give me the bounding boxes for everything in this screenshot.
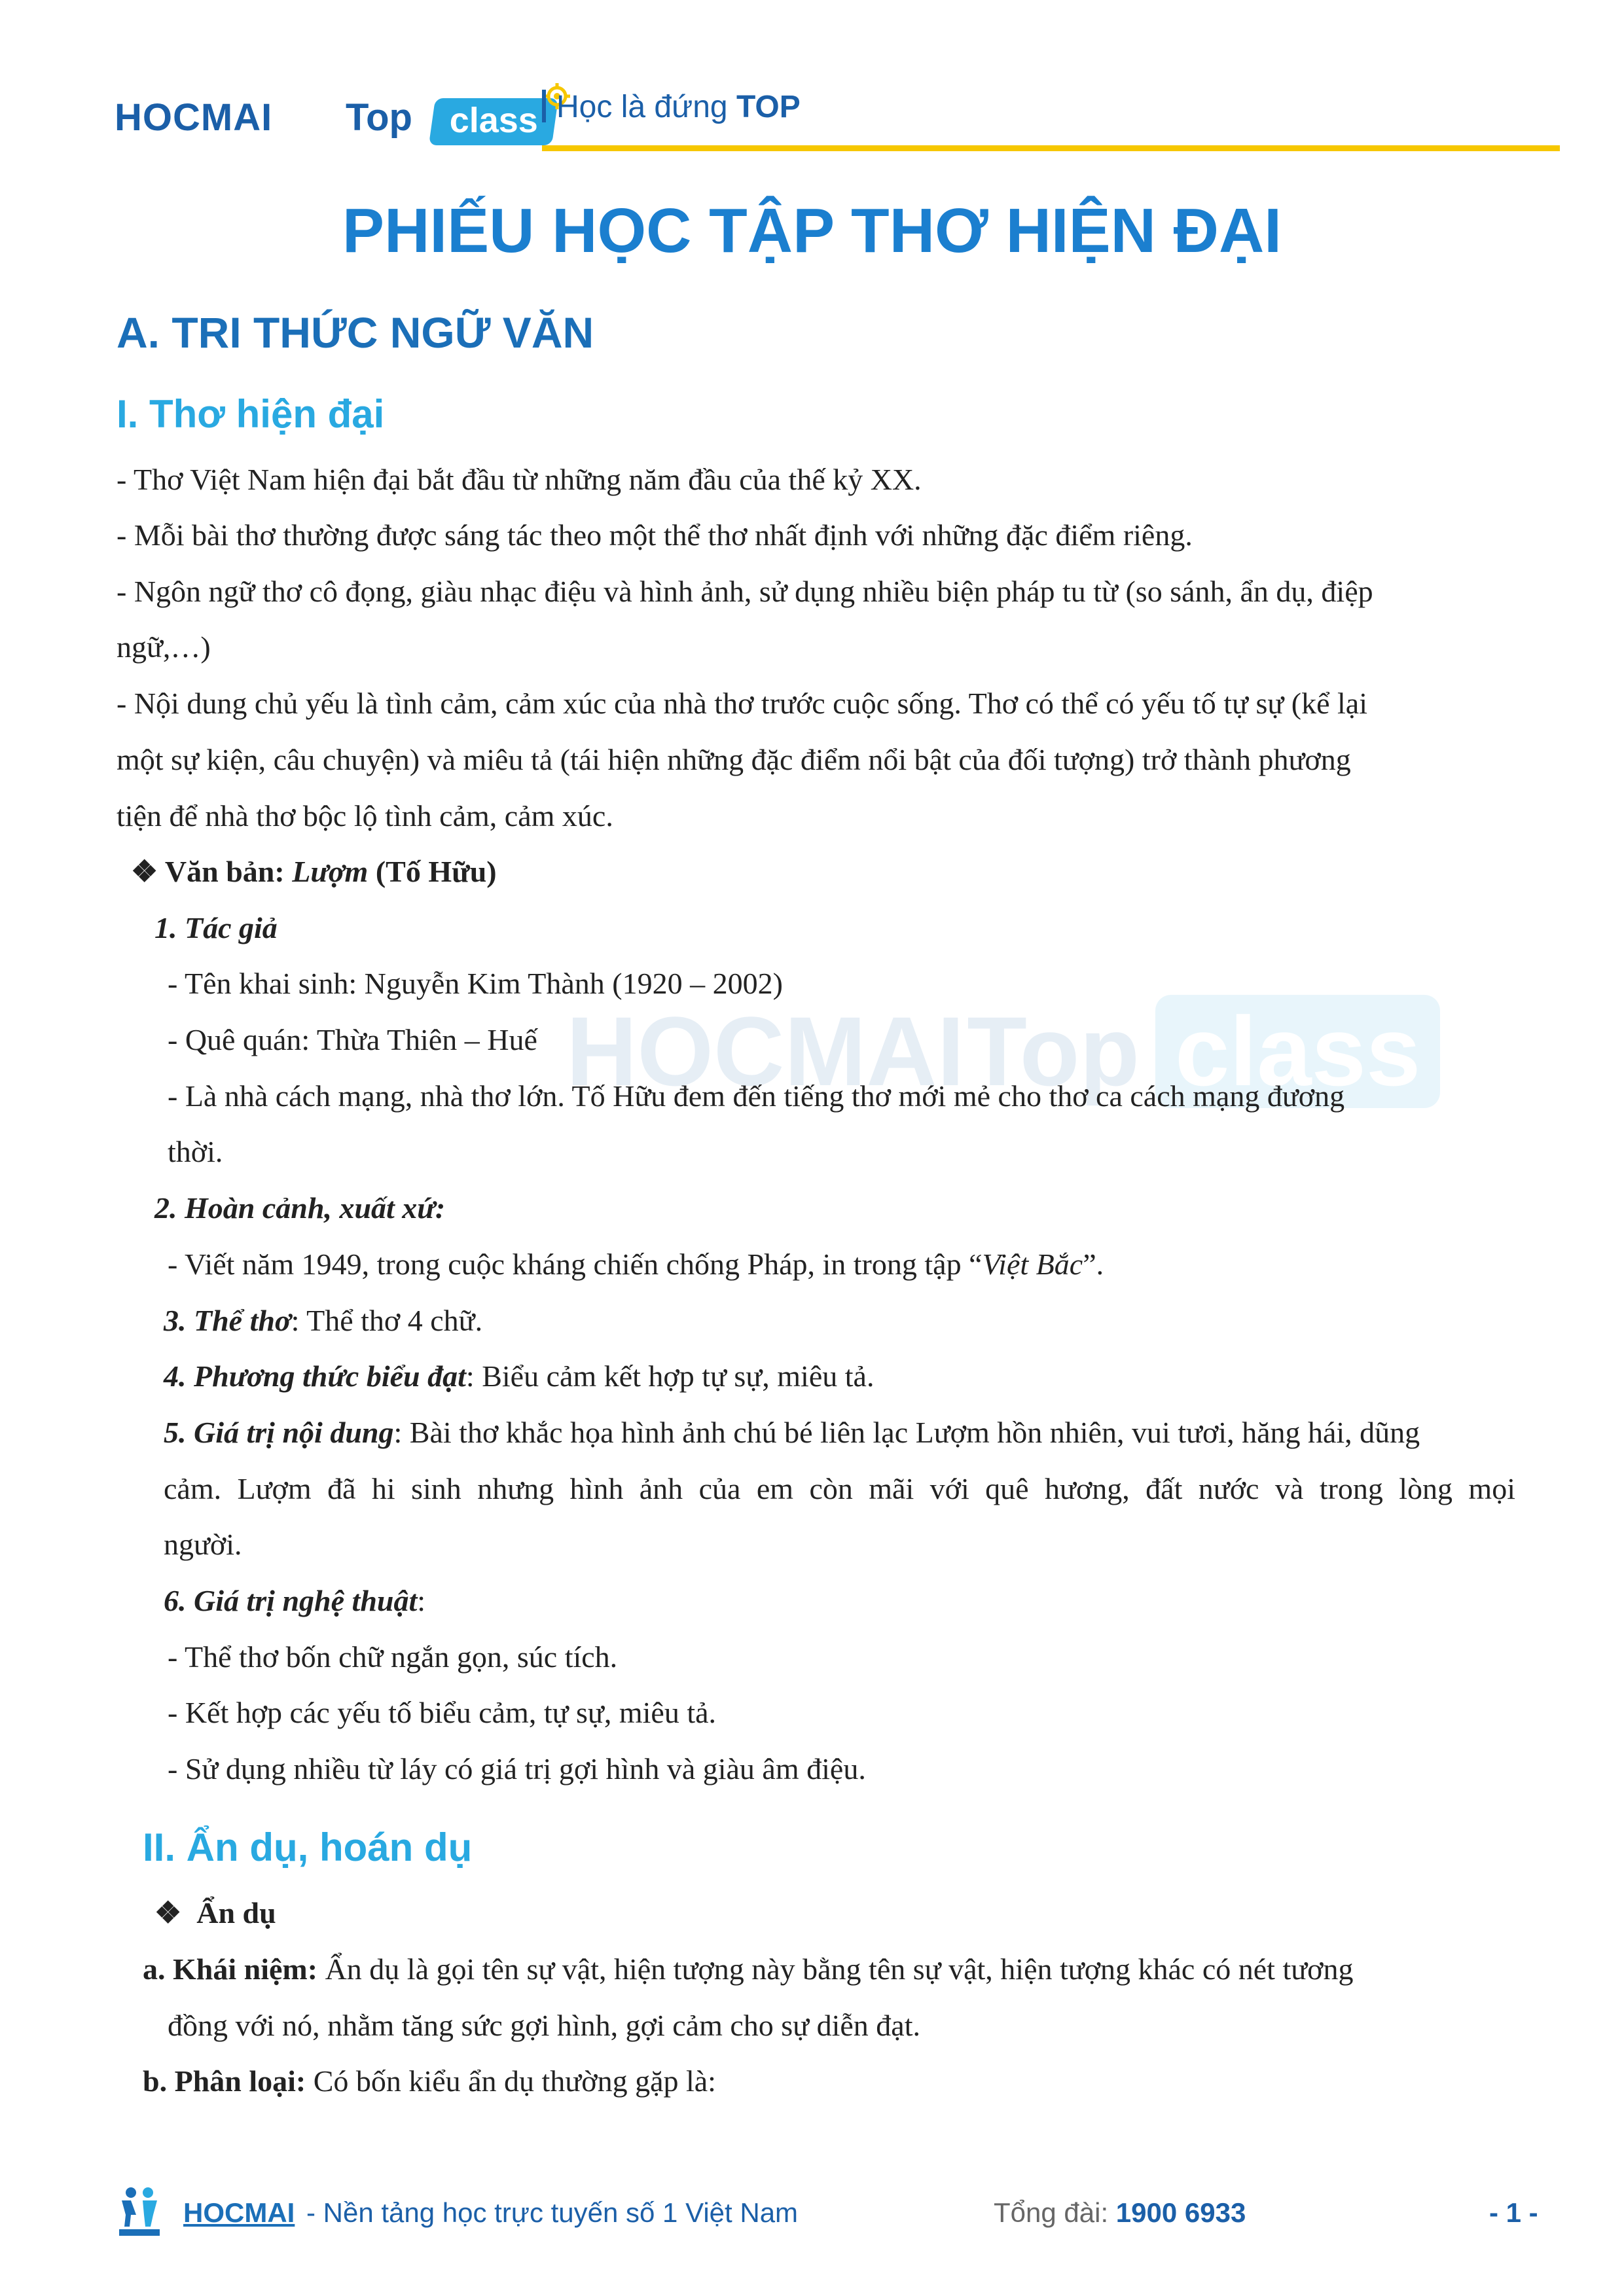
collection-title: Việt Bắc (982, 1247, 1083, 1281)
paragraph-line: một sự kiện, câu chuyện) và miêu tả (tái hiện những đặc điểm nổi bật của đối tượng) trở thành phương (117, 743, 1351, 776)
art-line: - Kết hợp các yếu tố biểu cảm, tự sự, miêu tả. (168, 1696, 717, 1729)
slogan-bar (542, 90, 546, 122)
mode-text: : Biểu cảm kết hợp tự sự, miêu tả. (465, 1359, 875, 1393)
paragraph-line: - Nội dung chủ yếu là tình cảm, cảm xúc của nhà thơ trước cuộc sống. Thơ có thể có yếu tố tự sự (kể lại (117, 687, 1367, 720)
author-line: - Tên khai sinh: Nguyễn Kim Thành (1920 – 2002) (168, 967, 783, 1000)
watermark-hocmai: HOCMAI (566, 996, 965, 1106)
content-line: người. (164, 1528, 242, 1561)
footer-hotline (994, 2197, 1246, 2229)
mode-line (164, 1357, 874, 1396)
context-heading: 2. Hoàn cảnh, xuất xứ: (154, 1191, 446, 1225)
mode-label: 4. Phương thức biểu đạt (164, 1359, 466, 1393)
content-line (164, 1413, 1420, 1452)
diamond-bullet-icon: ❖ (154, 1896, 182, 1929)
definition-line: đồng với nó, nhằm tăng sức gợi hình, gợi cảm cho sự diễn đạt. (168, 2009, 920, 2042)
logo-top-text: Top (346, 96, 412, 139)
context-line (168, 1245, 1104, 1284)
definition-text: Ẩn dụ là gọi tên sự vật, hiện tượng này bằng tên sự vật, hiện tượng khác có nét tương (325, 1952, 1354, 1986)
logo-class-text: class (449, 101, 538, 140)
art-heading-line (164, 1581, 425, 1621)
diamond-bullet-icon: ❖ (131, 855, 158, 888)
form-text: : Thể thơ 4 chữ. (291, 1304, 483, 1337)
page-number: - 1 - (1489, 2197, 1538, 2228)
paragraph-line: ngữ,…) (117, 630, 211, 664)
hotline-label: Tổng đài: (994, 2197, 1109, 2228)
paragraph-line: tiện để nhà thơ bộc lộ tình cảm, cảm xúc. (117, 799, 613, 833)
classification-label: b. Phân loại: (143, 2064, 306, 2098)
definition-label: a. Khái niệm: (143, 1952, 318, 1986)
art-label: 6. Giá trị nghệ thuật (164, 1584, 418, 1617)
content-label: 5. Giá trị nội dung (164, 1416, 394, 1449)
header-divider (542, 145, 1560, 151)
context-prefix: - Viết năm 1949, trong cuộc kháng chiến chống Pháp, in trong tập “ (168, 1247, 983, 1281)
slogan-bold: TOP (736, 90, 801, 124)
header-slogan (542, 89, 801, 125)
author-line: thời. (168, 1135, 223, 1168)
art-line: - Thể thơ bốn chữ ngắn gọn, súc tích. (168, 1640, 618, 1674)
art-colon: : (417, 1584, 426, 1617)
watermark-class: class (1155, 995, 1440, 1108)
section-1-heading: I. Thơ hiện đại (117, 392, 385, 436)
form-line (164, 1301, 482, 1340)
content-text: : Bài thơ khắc họa hình ảnh chú bé liên lạc Lượm hồn nhiên, vui tươi, hăng hái, dũng (393, 1416, 1420, 1449)
paragraph-line: - Ngôn ngữ thơ cô đọng, giàu nhạc điệu và hình ảnh, sử dụng nhiều biện pháp tu từ (so sánh, ẩn dụ, điệp (117, 575, 1373, 608)
classification-text: Có bốn kiểu ẩn dụ thường gặp là: (313, 2064, 716, 2098)
classification-line (143, 2062, 716, 2101)
hotline-number: 1900 6933 (1115, 2197, 1246, 2228)
form-label: 3. Thể thơ (164, 1304, 291, 1337)
paragraph-line: - Thơ Việt Nam hiện đại bắt đầu từ những năm đầu của thế kỷ XX. (117, 463, 922, 496)
art-line: - Sử dụng nhiều từ láy có giá trị gợi hình và giàu âm điệu. (168, 1752, 866, 1785)
slogan-prefix: Học là đứng (556, 90, 728, 124)
paragraph-line: - Mỗi bài thơ thường được sáng tác theo một thể thơ nhất định với những đặc điểm riêng. (117, 518, 1193, 552)
section-a-heading: A. TRI THỨC NGỮ VĂN (117, 308, 594, 357)
author-heading: 1. Tác giả (154, 911, 278, 944)
page-title: PHIẾU HỌC TẬP THƠ HIỆN ĐẠI (342, 196, 1282, 266)
section-2-heading: II. Ẩn dụ, hoán dụ (143, 1825, 473, 1869)
watermark-top: Top (967, 996, 1140, 1106)
definition-line (143, 1950, 1354, 1989)
author-line: - Quê quán: Thừa Thiên – Huế (168, 1023, 537, 1056)
footer-brand-link[interactable]: HOCMAI (183, 2197, 295, 2228)
logo-hocmai-text: HOCMAI (115, 96, 273, 139)
metaphor-subheading (154, 1893, 276, 1933)
author-line: - Là nhà cách mạng, nhà thơ lớn. Tố Hữu đem đến tiếng thơ mới mẻ cho thơ ca cách mạng đương (168, 1079, 1345, 1113)
work-title: Lượm (292, 855, 369, 888)
hocmai-people-icon (117, 2186, 162, 2238)
metaphor-sub-label: Ẩn dụ (196, 1896, 276, 1929)
footer-tagline: - Nền tảng học trực tuyến số 1 Việt Nam (306, 2197, 799, 2228)
text-label: Văn bản: (164, 855, 285, 888)
logo-class-badge (429, 98, 558, 145)
text-title-line (131, 852, 497, 891)
context-suffix: ”. (1083, 1247, 1104, 1281)
work-author: (Tố Hữu) (375, 855, 497, 888)
content-line: cảm. Lượm đã hi sinh nhưng hình ảnh của em còn mãi với quê hương, đất nước và trong lòng mọi (164, 1472, 1515, 1505)
